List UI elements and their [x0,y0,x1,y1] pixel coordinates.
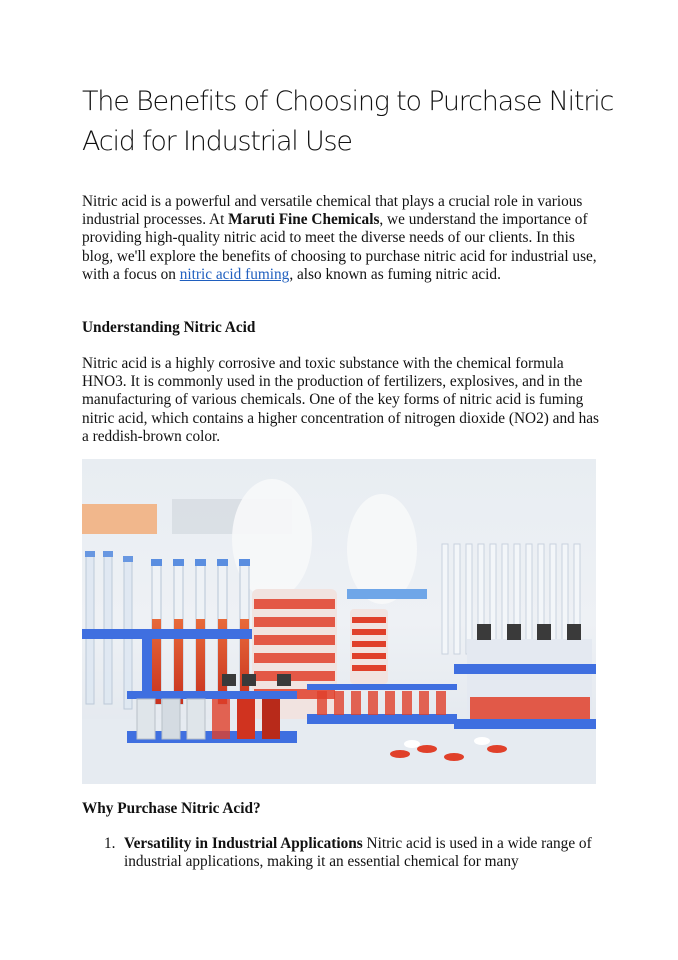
brand-name: Maruti Fine Chemicals [228,211,380,229]
list-item-text: Nitric acid is used in a wide range of industrial applications, making it an essential chemical for many [124,835,592,871]
lab-illustration [82,459,596,784]
nitric-acid-fuming-link[interactable]: nitric acid fuming [179,265,290,283]
intro-paragraph [82,193,602,284]
lab-equipment-image [82,459,596,784]
page-title: The Benefits of Choosing to Purchase Nitric Acid for Industrial Use [82,86,614,157]
benefits-list [104,835,594,871]
section-heading-understanding: Understanding Nitric Acid [82,319,256,336]
list-item-title: Versatility in Industrial Applications [124,835,363,852]
understanding-paragraph: Nitric acid is a highly corrosive and toxic substance with the chemical formula HNO3. It is commonly used in the production of fertilizers, explosives, and in the manufacturing of various chemicals. One of the key forms of nitric acid is fuming nitric acid, which contains a higher concentration of nitrogen dioxide (NO2) and has a reddish-brown color. [82,355,599,445]
list-item-number: 1. [104,835,116,852]
intro-text-start: Nitric acid is a powerful and versatile chemical that plays a crucial role in various industrial processes. At [82,193,583,229]
section-heading-why-purchase: Why Purchase Nitric Acid? [82,800,261,817]
intro-text-middle: , we understand the importance of providing high-quality nitric acid to meet the diverse needs of our clients. In this blog, we'll explore the benefits of choosing to purchase nitric acid for industrial use, with a focus on [82,211,597,283]
list-item [104,835,594,871]
intro-text-end: , also known as fuming nitric acid. [289,265,501,283]
